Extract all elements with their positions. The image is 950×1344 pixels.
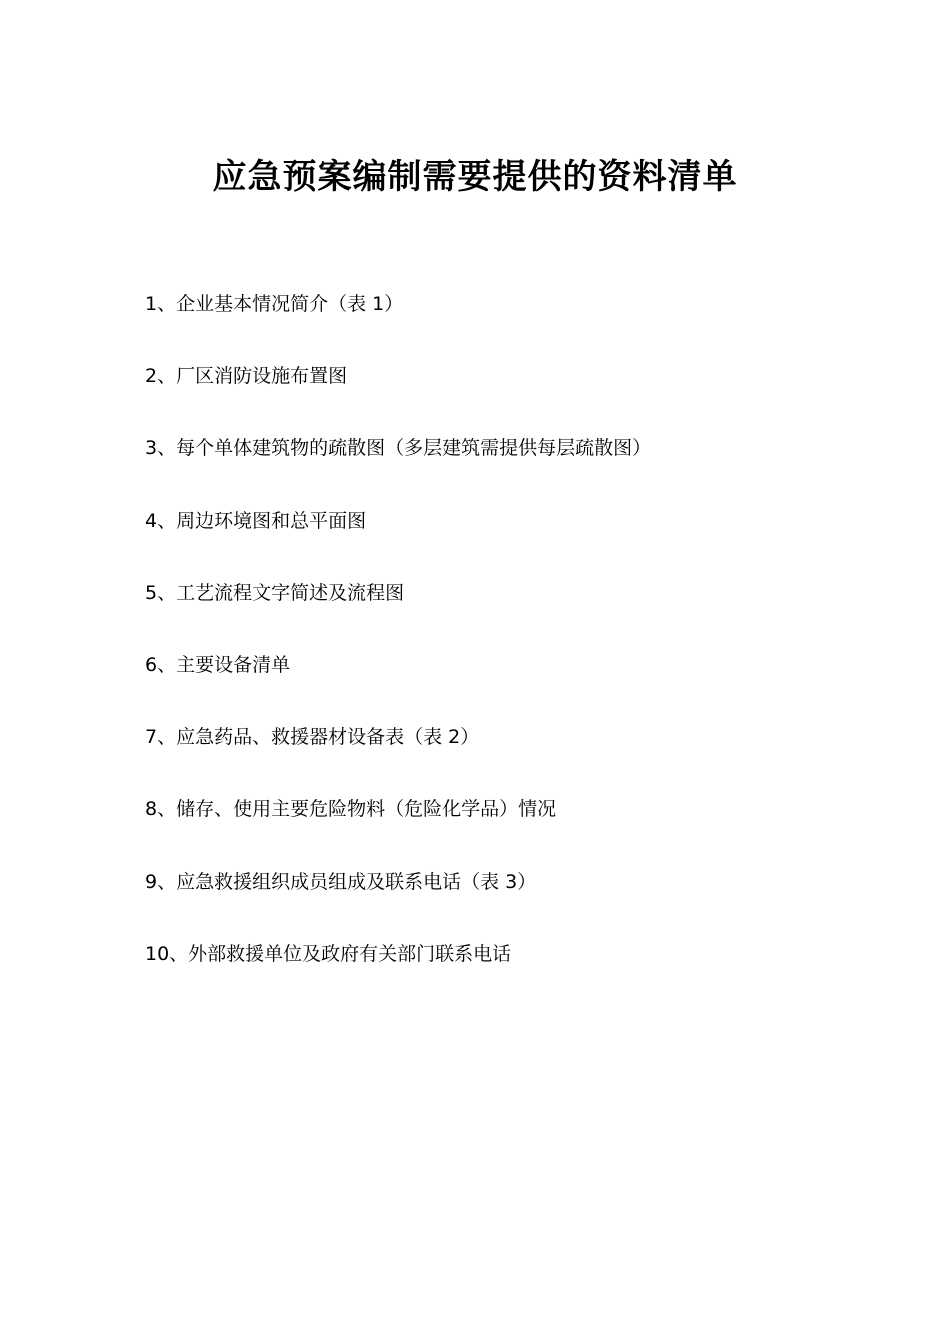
document-title: 应急预案编制需要提供的资料清单 [212, 157, 738, 197]
list-item: 7、应急药品、救援器材设备表（表 2） [145, 726, 480, 749]
list-item: 1、企业基本情况简介（表 1） [145, 293, 404, 315]
list-item: 5、工艺流程文字简述及流程图 [145, 581, 405, 604]
list-item: 9、应急救援组织成员组成及联系电话（表 3） [145, 870, 537, 893]
list-item: 6、主要设备清单 [145, 653, 291, 676]
list-item: 10、外部救援单位及政府有关部门联系电话 [145, 942, 512, 965]
list-item: 2、厂区消防设施布置图 [145, 365, 348, 388]
materials-list [145, 288, 865, 1010]
list-item: 8、储存、使用主要危险物料（危险化学品）情况 [145, 798, 557, 821]
list-item: 4、周边环境图和总平面图 [145, 509, 367, 532]
list-item: 3、每个单体建筑物的疏散图（多层建筑需提供每层疏散图） [145, 437, 652, 460]
